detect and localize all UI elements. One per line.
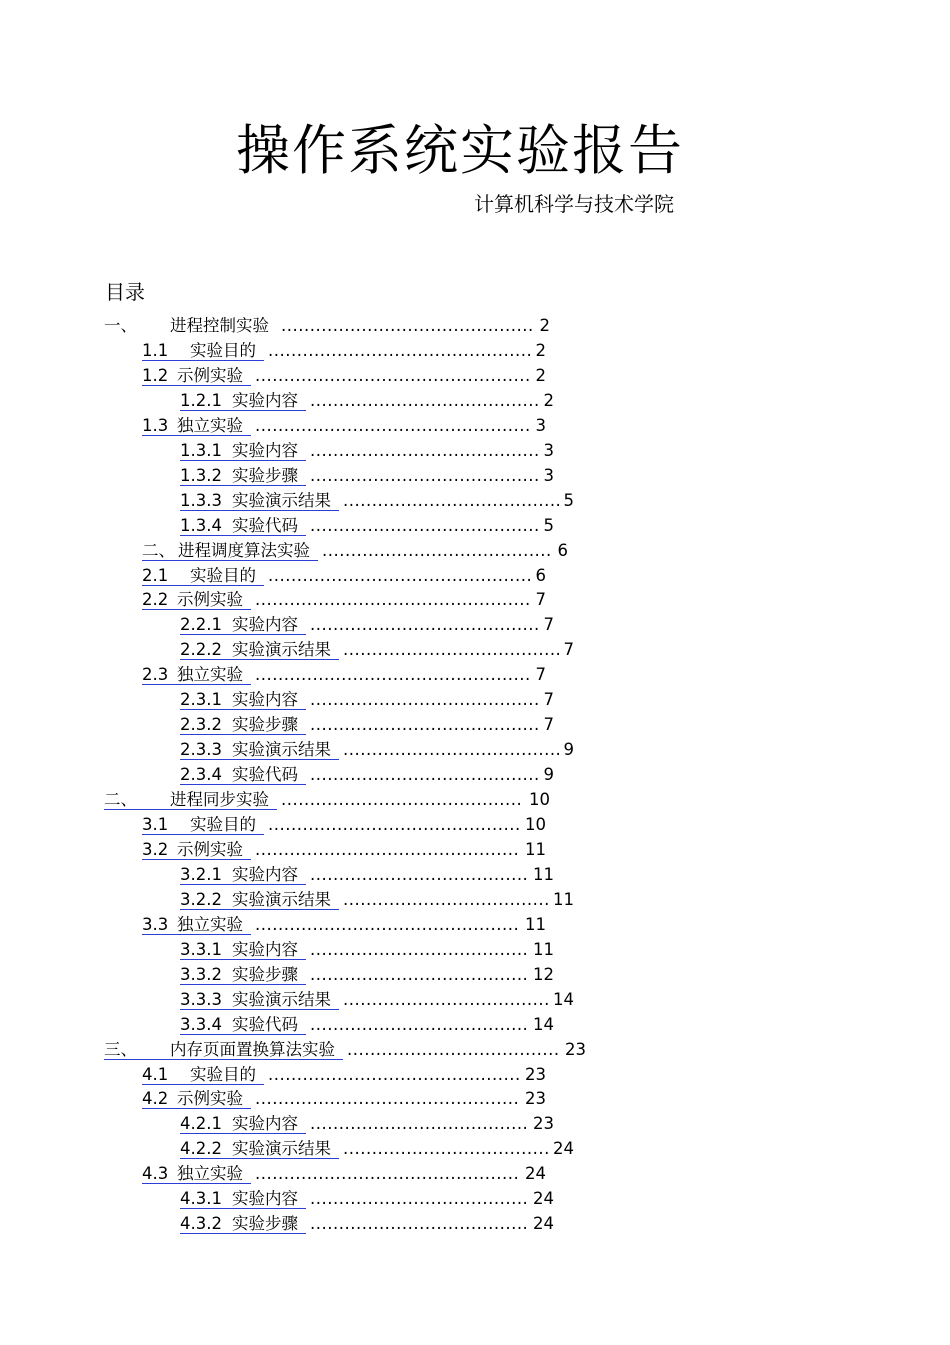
toc-entry[interactable]: [0, 564, 940, 588]
toc-entry-leader: ................................................: [255, 415, 531, 435]
toc-entry-leader: ........................................: [310, 390, 540, 410]
toc-entry-underline: [142, 385, 251, 386]
toc-entry[interactable]: [0, 638, 940, 662]
toc-entry-page: 24: [533, 1189, 554, 1209]
toc-entry-underline: [180, 884, 306, 885]
toc-entry[interactable]: [0, 938, 940, 962]
toc-entry-underline: [180, 784, 306, 785]
toc-entry-label: 实验内容: [232, 390, 298, 410]
toc-entry-number: 2.3.3: [180, 740, 222, 760]
toc-entry-page: 9: [543, 765, 554, 785]
toc-entry[interactable]: [0, 763, 940, 787]
toc-entry-page: 24: [525, 1164, 546, 1184]
toc-entry-leader: ........................................: [310, 765, 540, 785]
toc-entry-number: 3.3.1: [180, 939, 222, 959]
toc-entry-underline: [180, 510, 339, 511]
toc-entry-page: 11: [553, 889, 574, 909]
toc-entry-underline: [180, 909, 339, 910]
toc-entry[interactable]: [0, 988, 940, 1012]
toc-entry-number: 2.3.2: [180, 715, 222, 735]
toc-entry-leader: ......................................: [343, 640, 562, 660]
toc-entry-label: 独立实验: [177, 914, 243, 934]
toc-entry-number: 二、: [142, 540, 175, 560]
toc-entry-label: 实验目的: [190, 340, 256, 360]
toc-entry-number: 4.3.1: [180, 1189, 222, 1209]
toc-entry-underline: [142, 859, 251, 860]
toc-entry[interactable]: [0, 314, 940, 338]
toc-entry-leader: ............................................: [281, 316, 534, 335]
toc-entry-label: 内存页面置换算法实验: [170, 1039, 335, 1059]
toc-entry-number: 4.2.1: [180, 1114, 222, 1134]
toc-entry[interactable]: [0, 963, 940, 987]
toc-entry[interactable]: [0, 1137, 940, 1161]
toc-entry-page: 2: [543, 390, 554, 410]
toc-entry[interactable]: [0, 813, 940, 837]
toc-entry-label: 独立实验: [177, 665, 243, 685]
toc-entry-label: 实验演示结果: [232, 490, 331, 510]
toc-entry-page: 6: [535, 565, 546, 585]
toc-entry-page: 5: [543, 515, 554, 535]
toc-entry-leader: ....................................: [343, 989, 550, 1009]
toc-entry[interactable]: [0, 1013, 940, 1037]
toc-entry-underline: [142, 609, 251, 610]
toc-entry-leader: ........................................: [310, 440, 540, 460]
toc-entry-page: 24: [533, 1214, 554, 1234]
toc-entry-page: 23: [565, 1039, 586, 1059]
toc-entry-label: 实验演示结果: [232, 989, 331, 1009]
toc-entry-page: 14: [553, 989, 574, 1009]
toc-entry-underline: [142, 1183, 251, 1184]
toc-entry-number: 2.2.2: [180, 640, 222, 660]
toc-entry[interactable]: [0, 364, 940, 388]
toc-entry-leader: ............................................: [268, 815, 521, 834]
toc-entry-underline: [180, 1034, 306, 1035]
toc-entry-label: 独立实验: [177, 1164, 243, 1184]
toc-entry-leader: ................................................: [255, 365, 531, 385]
toc-entry-underline: [180, 709, 306, 710]
toc-entry-leader: ..........................................: [281, 790, 523, 810]
toc-entry-underline: [104, 809, 277, 810]
toc-entry-leader: ................................................: [255, 590, 531, 610]
toc-entry-leader: ............................................: [268, 1064, 521, 1084]
toc-entry-label: 实验步骤: [232, 964, 298, 984]
toc-entry-page: 7: [543, 690, 554, 710]
toc-entry-leader: ......................................: [310, 939, 529, 959]
toc-entry-underline: [104, 1059, 343, 1060]
toc-entry-label: 实验代码: [232, 765, 298, 785]
toc-entry-label: 示例实验: [177, 590, 243, 610]
toc-entry-page: 24: [553, 1139, 574, 1159]
toc-entry-page: 11: [533, 864, 554, 884]
toc-entry-label: 独立实验: [177, 415, 243, 435]
toc-entry[interactable]: [0, 514, 940, 538]
toc-entry-label: 实验内容: [232, 939, 298, 959]
toc-entry-underline: [142, 585, 264, 586]
toc-entry-page: 11: [525, 839, 546, 859]
toc-entry-number: 1.2: [142, 365, 169, 385]
toc-entry[interactable]: [0, 339, 940, 363]
toc-entry-underline: [142, 684, 251, 685]
toc-entry-number: 3.3.2: [180, 964, 222, 984]
toc-entry[interactable]: [0, 613, 940, 637]
toc-entry-page: 5: [563, 490, 574, 510]
toc-entry-page: 12: [533, 964, 554, 984]
toc-entry-leader: ......................................: [343, 740, 562, 760]
toc-entry-label: 进程同步实验: [170, 790, 269, 810]
toc-entry[interactable]: [0, 788, 940, 812]
toc-entry-leader: ........................................: [310, 690, 540, 710]
toc-entry[interactable]: [0, 688, 940, 712]
toc-entry-label: 实验代码: [232, 515, 298, 535]
toc-entry-page: 11: [525, 914, 546, 934]
toc-entry-label: 示例实验: [177, 365, 243, 385]
toc-entry-number: 4.2.2: [180, 1139, 222, 1159]
toc-entry-page: 9: [563, 740, 574, 760]
toc-entry-number: 1.3.3: [180, 490, 222, 510]
toc-entry-page: 23: [525, 1089, 546, 1109]
toc-entry-page: 2: [535, 365, 546, 385]
toc-entry[interactable]: [0, 738, 940, 762]
toc-entry-underline: [180, 1009, 339, 1010]
toc-entry-number: 4.3.2: [180, 1214, 222, 1234]
toc-entry-page: 10: [529, 790, 550, 810]
toc-entry-leader: ........................................: [310, 465, 540, 485]
toc-entry-label: 实验内容: [232, 440, 298, 460]
toc-entry-number: 2.3.1: [180, 690, 222, 710]
toc-entry-underline: [180, 460, 306, 461]
toc-entry-number: 2.2: [142, 590, 169, 610]
toc-entry-page: 23: [533, 1114, 554, 1134]
toc-entry-label: 实验演示结果: [232, 640, 331, 660]
toc-entry-number: 1.1: [142, 340, 169, 360]
toc-entry-leader: ........................................: [310, 715, 540, 735]
toc-entry-leader: ......................................: [310, 864, 529, 884]
toc-entry-number: 1.3: [142, 415, 169, 435]
toc-entry-page: 10: [525, 815, 546, 834]
toc-entry-number: 4.2: [142, 1089, 169, 1109]
toc-entry-underline: [180, 759, 339, 760]
toc-entry-leader: ....................................: [343, 889, 550, 909]
toc-entry[interactable]: [0, 464, 940, 488]
toc-entry-page: 6: [557, 540, 568, 560]
toc-entry[interactable]: [0, 1112, 940, 1136]
toc-entry[interactable]: [0, 1162, 940, 1186]
toc-entry-leader: ..............................................: [255, 839, 520, 859]
toc-entry-page: 23: [525, 1064, 546, 1084]
toc-entry-leader: ..............................................: [268, 565, 533, 585]
toc-entry[interactable]: [0, 539, 940, 563]
toc-entry[interactable]: [0, 1038, 940, 1062]
toc-entry-number: 1.3.2: [180, 465, 222, 485]
toc-entry-underline: [142, 1084, 264, 1085]
toc-entry-leader: .....................................: [347, 1039, 560, 1059]
toc-entry-underline: [180, 1233, 306, 1234]
toc-entry-label: 实验演示结果: [232, 889, 331, 909]
toc-entry-underline: [142, 1108, 251, 1109]
toc-entry-leader: ..............................................: [255, 1089, 520, 1109]
toc-entry-leader: ......................................: [310, 964, 529, 984]
toc-entry-label: 实验代码: [232, 1014, 298, 1034]
toc-entry-number: 3.1: [142, 815, 169, 834]
toc-entry[interactable]: [0, 888, 940, 912]
toc-entry-number: 2.3: [142, 665, 169, 685]
toc-entry-underline: [142, 435, 251, 436]
toc-entry-underline: [142, 934, 251, 935]
toc-entry-page: 7: [535, 665, 546, 685]
toc-entry[interactable]: [0, 863, 940, 887]
toc-entry-number: 3.3: [142, 914, 169, 934]
toc-entry-label: 实验演示结果: [232, 740, 331, 760]
toc-entry-page: 3: [535, 415, 546, 435]
toc-entry-number: 4.3: [142, 1164, 169, 1184]
toc-entry[interactable]: [0, 1187, 940, 1211]
toc-entry-label: 示例实验: [177, 1089, 243, 1109]
toc-entry-page: 2: [539, 316, 550, 335]
toc-entry[interactable]: [0, 663, 940, 687]
toc-entry-leader: ......................................: [310, 1189, 529, 1209]
toc-entry-leader: ..............................................: [268, 340, 533, 360]
toc-entry-number: 3.3.3: [180, 989, 222, 1009]
toc-entry-underline: [180, 959, 306, 960]
toc-entry-label: 实验步骤: [232, 465, 298, 485]
toc-entry[interactable]: [0, 1212, 940, 1236]
toc-entry[interactable]: [0, 489, 940, 513]
toc-entry[interactable]: [0, 913, 940, 937]
toc-entry-leader: ........................................: [310, 515, 540, 535]
toc-entry-number: 1.3.1: [180, 440, 222, 460]
toc-entry-leader: ..............................................: [255, 914, 520, 934]
toc-entry-page: 2: [535, 340, 546, 360]
toc-entry-number: 3.2.1: [180, 864, 222, 884]
toc-entry[interactable]: [0, 713, 940, 737]
toc-heading: 目录: [105, 280, 145, 304]
toc-entry-label: 示例实验: [177, 839, 243, 859]
toc-entry-label: 实验内容: [232, 1114, 298, 1134]
toc-entry-leader: ......................................: [310, 1114, 529, 1134]
toc-entry-page: 14: [533, 1014, 554, 1034]
toc-entry-label: 实验目的: [190, 815, 256, 834]
toc-entry-number: 4.1: [142, 1064, 169, 1084]
toc-entry-page: 7: [543, 715, 554, 735]
toc-entry-underline: [180, 485, 306, 486]
toc-entry-number: 2.1: [142, 565, 169, 585]
toc-entry-label: 实验内容: [232, 1189, 298, 1209]
toc-entry[interactable]: [0, 439, 940, 463]
toc-entry-label: 实验内容: [232, 864, 298, 884]
toc-entry-page: 3: [543, 465, 554, 485]
toc-entry-number: 3.2.2: [180, 889, 222, 909]
toc-entry-leader: ........................................: [322, 540, 552, 560]
toc-entry-label: 实验步骤: [232, 1214, 298, 1234]
toc-entry[interactable]: [0, 1087, 940, 1111]
toc-entry-number: 一、: [104, 316, 137, 335]
document-title: 操作系统实验报告: [236, 119, 684, 182]
toc-entry-underline: [180, 1208, 306, 1209]
toc-entry-leader: ....................................: [343, 1139, 550, 1159]
toc-entry-label: 实验步骤: [232, 715, 298, 735]
toc-entry[interactable]: [0, 588, 940, 612]
toc-entry-underline: [142, 834, 264, 835]
toc-entry-leader: ......................................: [343, 490, 562, 510]
toc-entry[interactable]: [0, 1063, 940, 1087]
toc-entry-underline: [180, 659, 339, 660]
toc-entry-label: 进程调度算法实验: [178, 540, 310, 560]
toc-entry-number: 2.2.1: [180, 615, 222, 635]
toc-entry-number: 二、: [104, 790, 137, 810]
toc-entry-number: 2.3.4: [180, 765, 222, 785]
toc-entry-underline: [180, 1158, 339, 1159]
toc-entry-number: 1.3.4: [180, 515, 222, 535]
toc-entry-number: 三、: [104, 1039, 137, 1059]
toc-entry-leader: ......................................: [310, 1214, 529, 1234]
toc-entry-number: 3.3.4: [180, 1014, 222, 1034]
toc-entry[interactable]: [0, 838, 940, 862]
toc-entry-page: 7: [563, 640, 574, 660]
toc-entry-page: 7: [543, 615, 554, 635]
toc-entry-underline: [180, 734, 306, 735]
toc-entry-underline: [180, 634, 306, 635]
toc-entry-number: 1.2.1: [180, 390, 222, 410]
toc-entry-leader: ................................................: [255, 665, 531, 685]
toc-entry[interactable]: [0, 414, 940, 438]
toc-entry-leader: ..............................................: [255, 1164, 520, 1184]
toc-entry-underline: [180, 984, 306, 985]
toc-entry-page: 11: [533, 939, 554, 959]
toc-entry-number: 3.2: [142, 839, 169, 859]
toc-entry-label: 实验演示结果: [232, 1139, 331, 1159]
toc-entry-label: 进程控制实验: [170, 316, 269, 335]
toc-entry-leader: ........................................: [310, 615, 540, 635]
toc-entry-underline: [142, 560, 318, 561]
toc-entry[interactable]: [0, 389, 940, 413]
toc-entry-page: 3: [543, 440, 554, 460]
toc-entry-label: 实验内容: [232, 690, 298, 710]
toc-entry-underline: [142, 360, 264, 361]
toc-entry-underline: [180, 1133, 306, 1134]
toc-entry-leader: ......................................: [310, 1014, 529, 1034]
toc-entry-underline: [180, 535, 306, 536]
toc-entry-page: 7: [535, 590, 546, 610]
toc-entry-underline: [180, 410, 306, 411]
toc-entry-label: 实验内容: [232, 615, 298, 635]
toc-entry-label: 实验目的: [190, 1064, 256, 1084]
toc-entry-label: 实验目的: [190, 565, 256, 585]
document-subtitle: 计算机科学与技术学院: [474, 192, 674, 216]
